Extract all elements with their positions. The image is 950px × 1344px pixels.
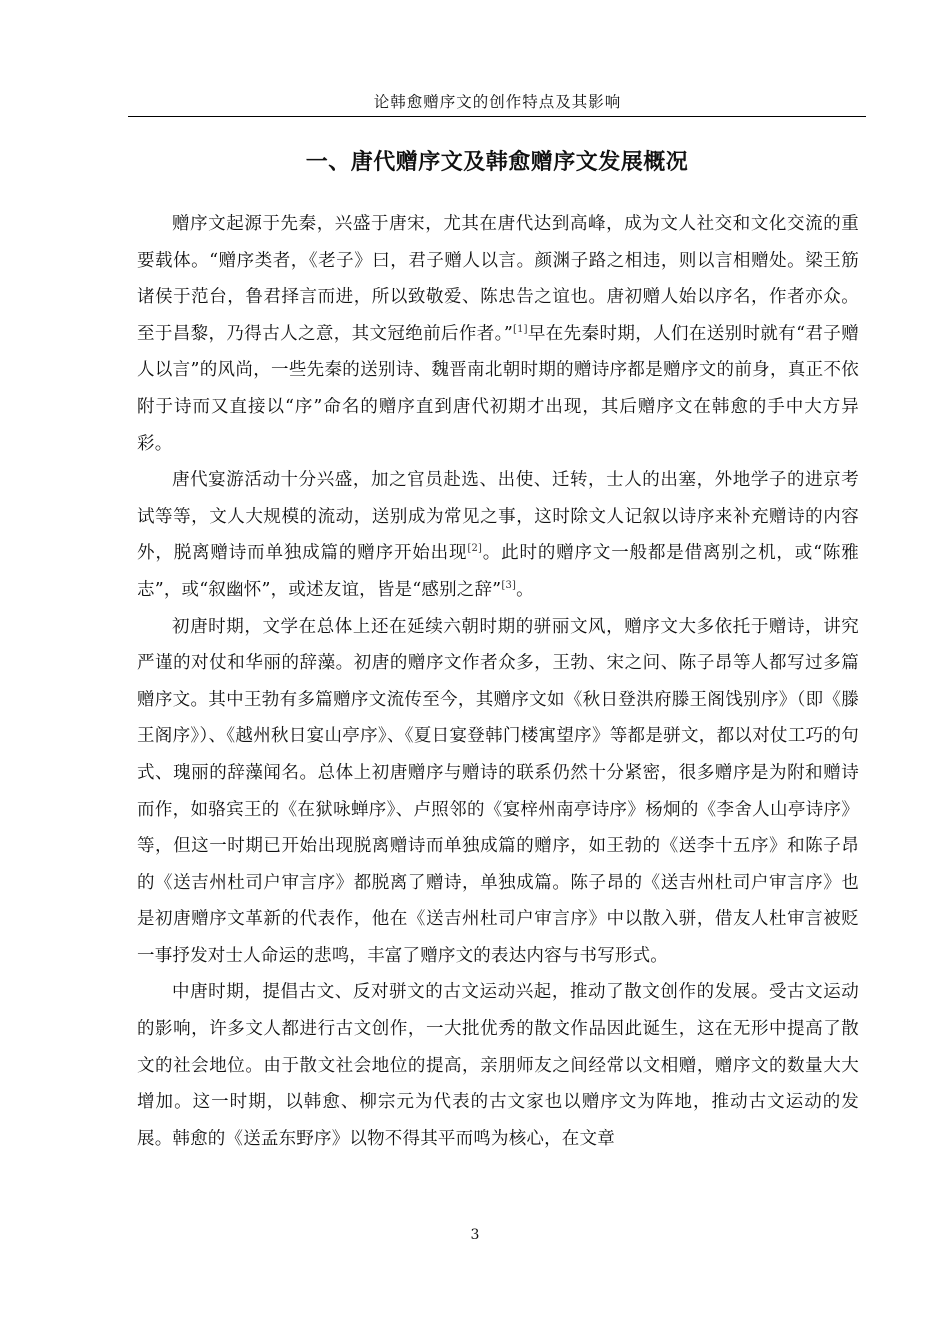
paragraph-2 [137,462,859,608]
paragraph-text: 唐代宴游活动十分兴盛，加之官员赴选、出使、迁转，士人的出塞，外地学子的进京考试等等，文人大规模的流动，送别成为常见之事，这时除文人记叙以诗序来补充赠诗的内容外，脱离赠诗而单独成篇的赠序开始出现 [137,470,859,564]
running-header: 论韩愈赠序文的创作特点及其影响 [373,93,622,111]
paragraph-text: 赠序文起源于先秦，兴盛于唐宋，尤其在唐代达到高峰，成为文人社交和文化交流的重要载体。“赠序类者，《老子》曰，君子赠人以言。颜渊子路之相违，则以言相赠处。梁王筋诸侯于范台，鲁君择言而进，所以致敬爱、陈忠告之谊也。唐初赠人始以序名，作者亦众。至于昌黎，乃得古人之意，其文冠绝前后作者。” [137,214,859,344]
paragraph-text: 。此时的赠序文一般都是借离别之机，或“陈雅志”，或“叙幽怀”，或述友谊，皆是“感别之辞” [137,543,859,600]
citation-ref: [1] [512,323,528,335]
citation-ref: [3] [501,579,517,591]
page-number: 3 [470,1227,480,1243]
header-rule [128,116,866,117]
paragraph-1 [137,206,859,462]
section-heading: 一、唐代赠序文及韩愈赠序文发展概况 [305,150,689,175]
paragraph-3 [137,609,859,975]
paragraph-text: 中唐时期，提倡古文、反对骈文的古文运动兴起，推动了散文创作的发展。受古文运动的影响，许多文人都进行古文创作，一大批优秀的散文作品因此诞生，这在无形中提高了散文的社会地位。由于散文社会地位的提高，亲朋师友之间经常以文相赠，赠序文的数量大大增加。这一时期，以韩愈、柳宗元为代表的古文家也以赠序文为阵地，推动古文运动的发展。韩愈的《送孟东野序》以物不得其平而鸣为核心，在文章 [137,982,859,1149]
paragraph-text: 早在先秦时期，人们在送别时就有“君子赠人以言”的风尚，一些先秦的送别诗、魏晋南北朝时期的赠诗序都是赠序文的前身，真正不依附于诗而又直接以“序”命名的赠序直到唐代初期才出现，其后赠序文在韩愈的手中大方异彩。 [137,323,859,454]
body-text [137,206,859,1157]
paragraph-text: 初唐时期，文学在总体上还在延续六朝时期的骈丽文风，赠序文大多依托于赠诗，讲究严谨的对仗和华丽的辞藻。初唐的赠序文作者众多，王勃、宋之问、陈子昂等人都写过多篇赠序文。其中王勃有多篇赠序文流传至今，其赠序文如《秋日登洪府滕王阁饯别序》（即《滕王阁序》）、《越州秋日宴山亭序》、《夏日宴登韩门楼寓望序》等都是骈文，都以对仗工巧的句式、瑰丽的辞藻闻名。总体上初唐赠序与赠诗的联系仍然十分紧密，很多赠序是为附和赠诗而作，如骆宾王的《在狱咏蝉序》、卢照邻的《宴梓州南亭诗序》杨炯的《李舍人山亭诗序》等，但这一时期已开始出现脱离赠诗而单独成篇的赠序，如王勃的《送李十五序》和陈子昂的《送吉州杜司户审言序》都脱离了赠诗，单独成篇。陈子昂的《送吉州杜司户审言序》也是初唐赠序文革新的代表作，他在《送吉州杜司户审言序》中以散入骈，借友人杜审言被贬一事抒发对士人命运的悲鸣，丰富了赠序文的表达内容与书写形式。 [137,616,859,966]
paragraph-text: 。 [516,579,534,600]
citation-ref: [2] [467,543,483,555]
paragraph-4 [137,974,859,1157]
